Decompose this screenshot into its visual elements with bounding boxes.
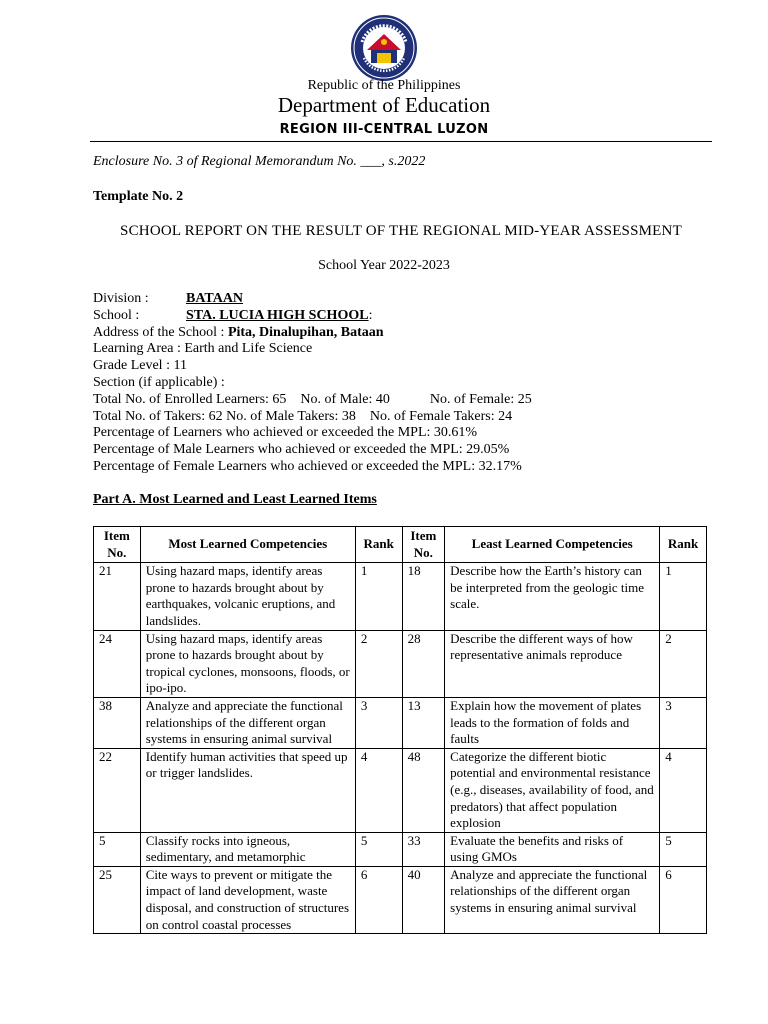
pct-all: Percentage of Learners who achieved or exceeded the MPL: 30.61% — [93, 425, 478, 441]
rank-cell: 1 — [355, 563, 402, 630]
item-no-cell: 21 — [94, 563, 141, 630]
most-learned-cell: Classify rocks into igneous, sedimentary, and metamorphic — [140, 832, 355, 866]
item-no-cell: 18 — [402, 563, 445, 630]
table-row — [94, 697, 707, 748]
female-takers-count: No. of Female Takers: 24 — [369, 408, 513, 424]
part-a-title: Part A. Most Learned and Least Learned Items — [93, 492, 377, 507]
enclosure-line: Enclosure No. 3 of Regional Memorandum No. ___, s.2022 — [93, 154, 426, 169]
most-learned-cell: Using hazard maps, identify areas prone to hazards brought about by tropical cyclones, monsoons, floods, or ipo-ipo. — [140, 630, 355, 697]
rank-cell: 5 — [355, 832, 402, 866]
item-no-cell: 24 — [94, 630, 141, 697]
enrolled-row — [93, 392, 532, 409]
rank-cell: 2 — [355, 630, 402, 697]
rank-cell: 6 — [660, 866, 707, 933]
address-label: Address of the School : — [93, 324, 228, 340]
item-no-cell: 28 — [402, 630, 445, 697]
item-no-cell: 33 — [402, 832, 445, 866]
enrolled-count: Total No. of Enrolled Learners: 65 — [93, 391, 287, 407]
report-title: SCHOOL REPORT ON THE RESULT OF THE REGIONAL MID-YEAR ASSESSMENT — [120, 223, 682, 239]
school-info — [93, 291, 532, 476]
school-colon: : — [368, 307, 373, 323]
least-learned-cell: Describe the different ways of how representative animals reproduce — [445, 630, 660, 697]
takers-row — [93, 409, 532, 426]
header-divider — [90, 141, 712, 142]
header-rank: Rank — [355, 527, 402, 563]
item-no-cell: 48 — [402, 748, 445, 832]
table-header-row — [94, 527, 707, 563]
table-row — [94, 563, 707, 630]
table-row — [94, 832, 707, 866]
most-learned-cell: Identify human activities that speed up or trigger landslides. — [140, 748, 355, 832]
most-learned-cell: Using hazard maps, identify areas prone to hazards brought about by earthquakes, volcanic eruptions, and landslides. — [140, 563, 355, 630]
rank-cell: 3 — [355, 697, 402, 748]
header-rank-2: Rank — [660, 527, 707, 563]
item-no-cell: 5 — [94, 832, 141, 866]
school-value: STA. LUCIA HIGH SCHOOL — [186, 307, 369, 323]
header-most-learned: Most Learned Competencies — [140, 527, 355, 563]
learning-area: Learning Area : Earth and Life Science — [93, 341, 313, 357]
header-item-no-2: Item No. — [402, 527, 445, 563]
address-value: Pita, Dinalupihan, Bataan — [227, 324, 384, 340]
rank-cell: 3 — [660, 697, 707, 748]
most-learned-cell: Analyze and appreciate the functional relationships of the different organ systems in ensuring animal survival — [140, 697, 355, 748]
header-least-learned: Least Learned Competencies — [445, 527, 660, 563]
school-row — [93, 308, 532, 325]
least-learned-cell: Categorize the different biotic potential and environmental resistance (e.g., diseases, availability of food, and predators) that affect population explosion — [445, 748, 660, 832]
pct-male: Percentage of Male Learners who achieved or exceeded the MPL: 29.05% — [93, 442, 510, 458]
template-number: Template No. 2 — [93, 189, 184, 204]
most-learned-cell: Cite ways to prevent or mitigate the impact of land development, waste disposal, and construction of structures on control coastal processes — [140, 866, 355, 933]
rank-cell: 1 — [660, 563, 707, 630]
least-learned-cell: Evaluate the benefits and risks of using GMOs — [445, 832, 660, 866]
male-count: No. of Male: 40 — [300, 391, 390, 407]
item-no-cell: 25 — [94, 866, 141, 933]
rank-cell: 4 — [355, 748, 402, 832]
school-year: School Year 2022-2023 — [318, 258, 450, 273]
header-item-no: Item No. — [94, 527, 141, 563]
pct-female: Percentage of Female Learners who achieved or exceeded the MPL: 32.17% — [93, 458, 522, 474]
school-label: School : — [93, 307, 140, 323]
division-label: Division : — [93, 291, 149, 306]
division-value: BATAAN — [186, 291, 244, 306]
rank-cell: 2 — [660, 630, 707, 697]
competencies-table — [93, 526, 707, 934]
rank-cell: 6 — [355, 866, 402, 933]
item-no-cell: 13 — [402, 697, 445, 748]
table-row — [94, 630, 707, 697]
department-name: Department of Education — [277, 93, 491, 117]
table-row — [94, 748, 707, 832]
female-count: No. of Female: 25 — [429, 391, 532, 407]
item-no-cell: 22 — [94, 748, 141, 832]
least-learned-cell: Explain how the movement of plates leads to the formation of folds and faults — [445, 697, 660, 748]
deped-seal-icon — [350, 14, 418, 82]
item-no-cell: 38 — [94, 697, 141, 748]
item-no-cell: 40 — [402, 866, 445, 933]
address-row — [93, 325, 532, 342]
table-row — [94, 866, 707, 933]
least-learned-cell: Describe how the Earth’s history can be interpreted from the geologic time scale. — [445, 563, 660, 630]
region-name: REGION III-CENTRAL LUZON — [279, 122, 489, 137]
rank-cell: 4 — [660, 748, 707, 832]
rank-cell: 5 — [660, 832, 707, 866]
section: Section (if applicable) : — [93, 374, 225, 390]
least-learned-cell: Analyze and appreciate the functional relationships of the different organ systems in ensuring animal survival — [445, 866, 660, 933]
takers-count: Total No. of Takers: 62 No. of Male Takers: 38 — [93, 408, 356, 424]
republic-line: Republic of the Philippines — [307, 78, 461, 93]
division-row — [93, 291, 532, 308]
grade-level: Grade Level : 11 — [93, 358, 187, 374]
